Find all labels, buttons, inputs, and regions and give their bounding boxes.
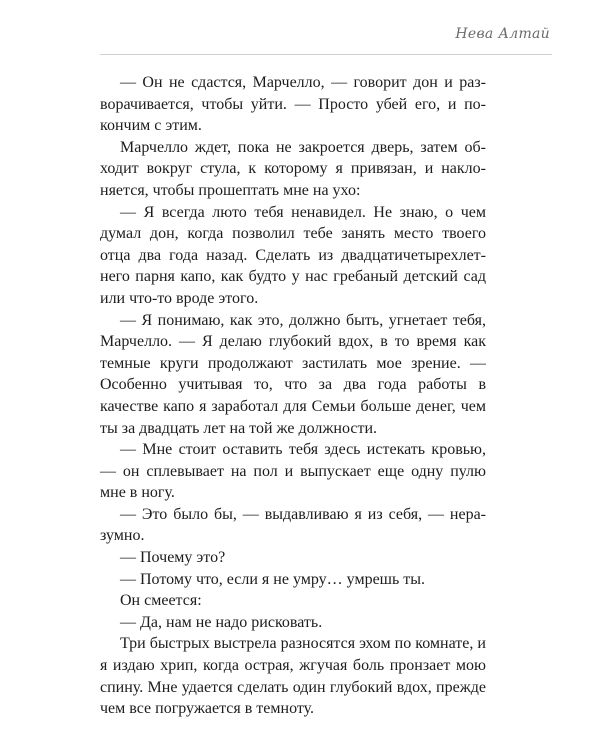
- paragraph: — Потому что, если я не умру… умрешь ты.: [120, 570, 426, 588]
- paragraph: — Это было бы, — выдавливаю я из себя, — неразумно.: [100, 505, 486, 545]
- running-head-author: Нева Алтай: [455, 26, 550, 42]
- paragraph: Марчелло ждет, пока не закроется дверь, затем обходит вокруг стула, к которому я привязан, и наклоняется, чтобы прошептать мне на ухо:: [100, 138, 486, 199]
- paragraph: — Да, нам не надо рисковать.: [120, 613, 323, 631]
- body-text: [100, 72, 486, 720]
- paragraph: — Я всегда люто тебя ненавидел. Не знаю, о чем думал дон, когда позволил тебе занять место твоего отца два года назад. Сделать из двадцатичетырехлетнего парня капо, как будто у нас гребаный детский сад или что-то вроде этого.: [100, 203, 486, 307]
- paragraph: Он смеется:: [120, 592, 202, 610]
- paragraph: — Он не сдастся, Марчелло, — говорит дон и разворачивается, чтобы уйти. — Просто убей его, и покончим с этим.: [100, 74, 486, 135]
- paragraph: — Почему это?: [120, 549, 226, 567]
- paragraph: — Мне стоит оставить тебя здесь истекать кровью, — он сплевывает на пол и выпускает еще одну пулю мне в ногу.: [100, 441, 486, 502]
- paragraph: — Я понимаю, как это, должно быть, угнетает тебя, Марчелло. — Я делаю глубокий вдох, в то время как темные круги продолжают застилать мое зрение. — Особенно учитывая то, что за два года работы в качестве капо я заработал для Семьи больше денег, чем ты за двадцать лет на той же должности.: [100, 311, 486, 437]
- paragraph: Три быстрых выстрела разносятся эхом по комнате, и я издаю хрип, когда острая, жгучая боль пронзает мою спину. Мне удается сделать один глубокий вдох, прежде чем все погружается в темноту.: [100, 635, 486, 718]
- header-rule: [100, 54, 552, 55]
